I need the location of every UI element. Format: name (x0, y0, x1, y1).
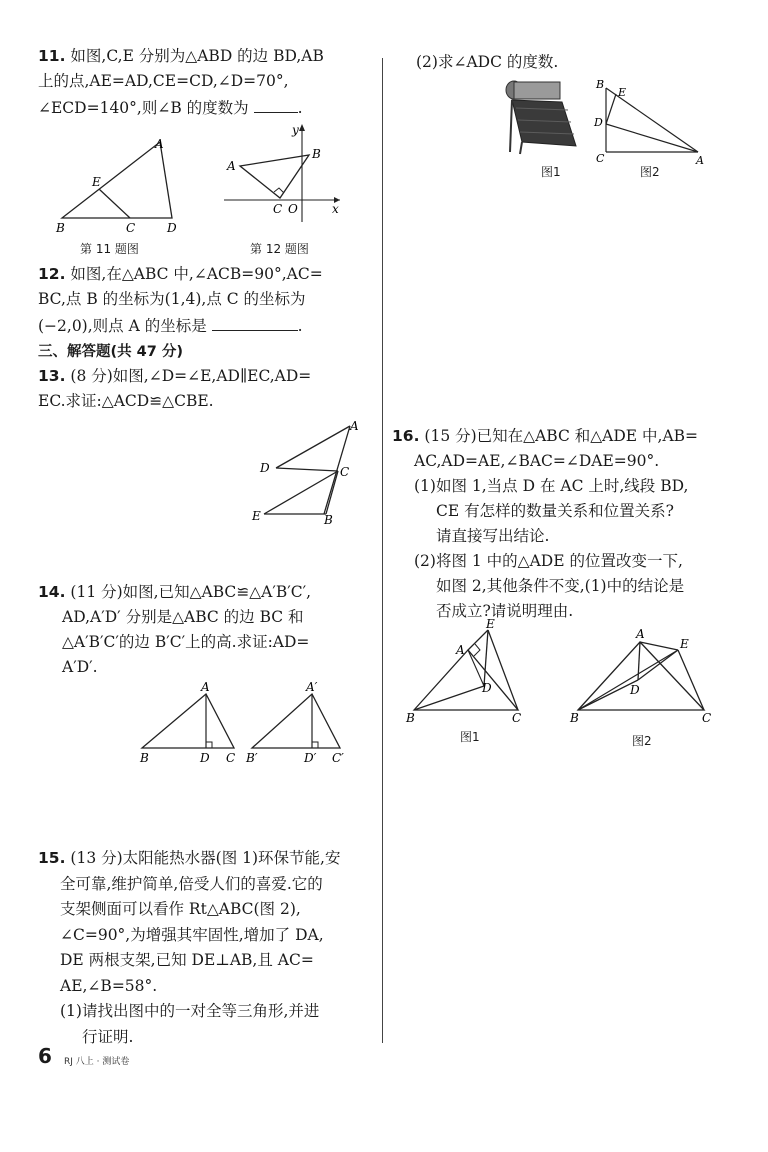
question-text-line: 如图,在△ABC 中,∠ACB=90°,AC= (70, 265, 323, 283)
label-B: B (312, 147, 321, 161)
label-B: B (406, 711, 415, 725)
question-number: 14. (38, 583, 66, 601)
question-text-line: 支架侧面可以看作 Rt△ABC(图 2), (60, 900, 301, 918)
question-number: 12. (38, 265, 66, 283)
question-text-line: AD,A′D′ 分别是△ABC 的边 BC 和 (62, 608, 304, 626)
question-12: 12. 如图,在△ABC 中,∠ACB=90°,AC= BC,点 B 的坐标为(1,4),点 C 的坐标为 (−2,0),则点 A 的坐标是 . (38, 265, 323, 335)
label-E: E (486, 617, 495, 631)
label-E: E (680, 637, 689, 651)
label-C: C (273, 202, 283, 216)
label-A: A (227, 159, 236, 173)
figure-11 (52, 136, 192, 236)
question-text-line: 如图,C,E 分别为△ABD 的边 BD,AB (70, 47, 324, 65)
question-text-line: (15 分)已知在△ABC 和△ADE 中,AB= (424, 427, 699, 445)
question-part-2: (2)将图 1 中的△ADE 的位置改变一下, (414, 552, 683, 570)
label-y: y (292, 123, 299, 137)
question-15 (38, 846, 378, 1050)
question-text-line: (8 分)如图,∠D=∠E,AD∥EC,AD= (70, 367, 312, 385)
label-A-prime: A′ (306, 680, 318, 694)
question-text-line: 全可靠,维护简单,倍受人们的喜爱.它的 (60, 874, 323, 893)
figure-16-caption-1: 图1 (460, 730, 480, 744)
question-text-line: BC,点 B 的坐标为(1,4),点 C 的坐标为 (38, 290, 306, 308)
label-C: C (126, 221, 136, 235)
page-number: 6 (38, 1044, 52, 1068)
question-text-line: (−2,0),则点 A 的坐标是 (38, 317, 207, 335)
question-text-line: (11 分)如图,已知△ABC≌△A′B′C′, (70, 583, 312, 601)
label-D: D (260, 461, 270, 475)
label-C: C (340, 465, 350, 479)
question-text-line: AC,AD=AE,∠BAC=∠DAE=90°. (414, 452, 660, 470)
section-heading: 三、解答题(共 47 分) (38, 344, 184, 360)
question-part-2-cont: 否成立?请说明理由. (436, 602, 574, 620)
question-text-line: AE,∠B=58°. (60, 976, 158, 995)
answer-blank[interactable] (254, 94, 298, 113)
question-13 (38, 364, 378, 414)
question-part-1: (1)如图 1,当点 D 在 AC 上时,线段 BD, (414, 477, 689, 495)
question-text-line: ∠C=90°,为增强其牢固性,增加了 DA, (60, 925, 324, 944)
label-B: B (140, 751, 149, 765)
question-number: 15. (38, 849, 66, 867)
question-text-line: A′D′. (62, 658, 98, 676)
label-C-prime: C′ (332, 751, 344, 765)
question-14 (38, 580, 378, 680)
column-divider (382, 58, 383, 1043)
question-number: 13. (38, 367, 66, 385)
label-D: D (482, 681, 492, 695)
label-A: A (155, 137, 164, 151)
label-A: A (350, 419, 359, 433)
question-part-2-cont: 如图 2,其他条件不变,(1)中的结论是 (436, 577, 685, 595)
label-B: B (56, 221, 65, 235)
label-C: C (512, 711, 522, 725)
question-part-1-cont: CE 有怎样的数量关系和位置关系? (436, 502, 674, 520)
label-A: A (201, 680, 210, 694)
question-16 (392, 424, 742, 624)
footer-text: RJ 八上 · 测试卷 (64, 1057, 130, 1067)
label-C: C (702, 711, 712, 725)
question-text-line: 上的点,AE=AD,CE=CD,∠D=70°, (38, 72, 289, 90)
label-B-prime: B′ (246, 751, 258, 765)
label-C: C (226, 751, 236, 765)
label-B: B (324, 513, 333, 527)
label-E: E (92, 175, 101, 189)
label-D: D (167, 221, 177, 235)
label-O: O (288, 202, 298, 216)
figure-12 (218, 120, 348, 230)
label-D: D (200, 751, 210, 765)
figure-12-caption: 第 12 题图 (250, 242, 309, 256)
question-part-1: (1)请找出图中的一对全等三角形,并进 (60, 1002, 320, 1020)
label-C: C (596, 152, 605, 165)
figure-13 (250, 418, 370, 528)
label-D: D (594, 116, 603, 129)
figure-14 (134, 680, 354, 770)
question-11: 11. 如图,C,E 分别为△ABD 的边 BD,AB 上的点,AE=AD,CE=CD,∠D=70°, ∠ECD=140°,则∠B 的度数为 . (38, 47, 324, 117)
question-number: 16. (392, 427, 420, 445)
question-text-line: ∠ECD=140°,则∠B 的度数为 (38, 99, 249, 117)
question-text-line: EC.求证:△ACD≌△CBE. (38, 392, 214, 410)
label-A: A (696, 154, 704, 166)
label-A: A (636, 627, 645, 641)
label-D-prime: D′ (304, 751, 317, 765)
label-E: E (618, 86, 627, 99)
question-text-line: (13 分)太阳能热水器(图 1)环保节能,安 (70, 849, 341, 867)
figure-16-2 (566, 626, 716, 726)
label-A: A (456, 643, 465, 657)
question-text-line: △A′B′C′的边 B′C′上的高.求证:AD= (62, 633, 310, 651)
solar-heater-illustration (500, 78, 580, 158)
question-text-line: DE 两根支架,已知 DE⊥AB,且 AC= (60, 951, 314, 969)
answer-blank[interactable] (212, 312, 298, 331)
figure-15-caption-2: 图2 (640, 165, 660, 179)
label-x: x (332, 202, 339, 216)
label-B: B (570, 711, 579, 725)
label-E: E (252, 509, 261, 523)
question-part-1-cont: 请直接写出结论. (436, 527, 550, 545)
figure-16-1 (400, 616, 530, 726)
figure-11-caption: 第 11 题图 (80, 242, 139, 256)
label-B: B (596, 78, 605, 91)
figure-15-caption-1: 图1 (541, 165, 561, 179)
question-part-1-cont: 行证明. (82, 1027, 134, 1046)
figure-16-caption-2: 图2 (632, 734, 652, 748)
label-D: D (630, 683, 640, 697)
question-15-part-2: (2)求∠ADC 的度数. (416, 53, 559, 71)
question-number: 11. (38, 47, 66, 65)
figure-15-diagram (592, 76, 712, 166)
